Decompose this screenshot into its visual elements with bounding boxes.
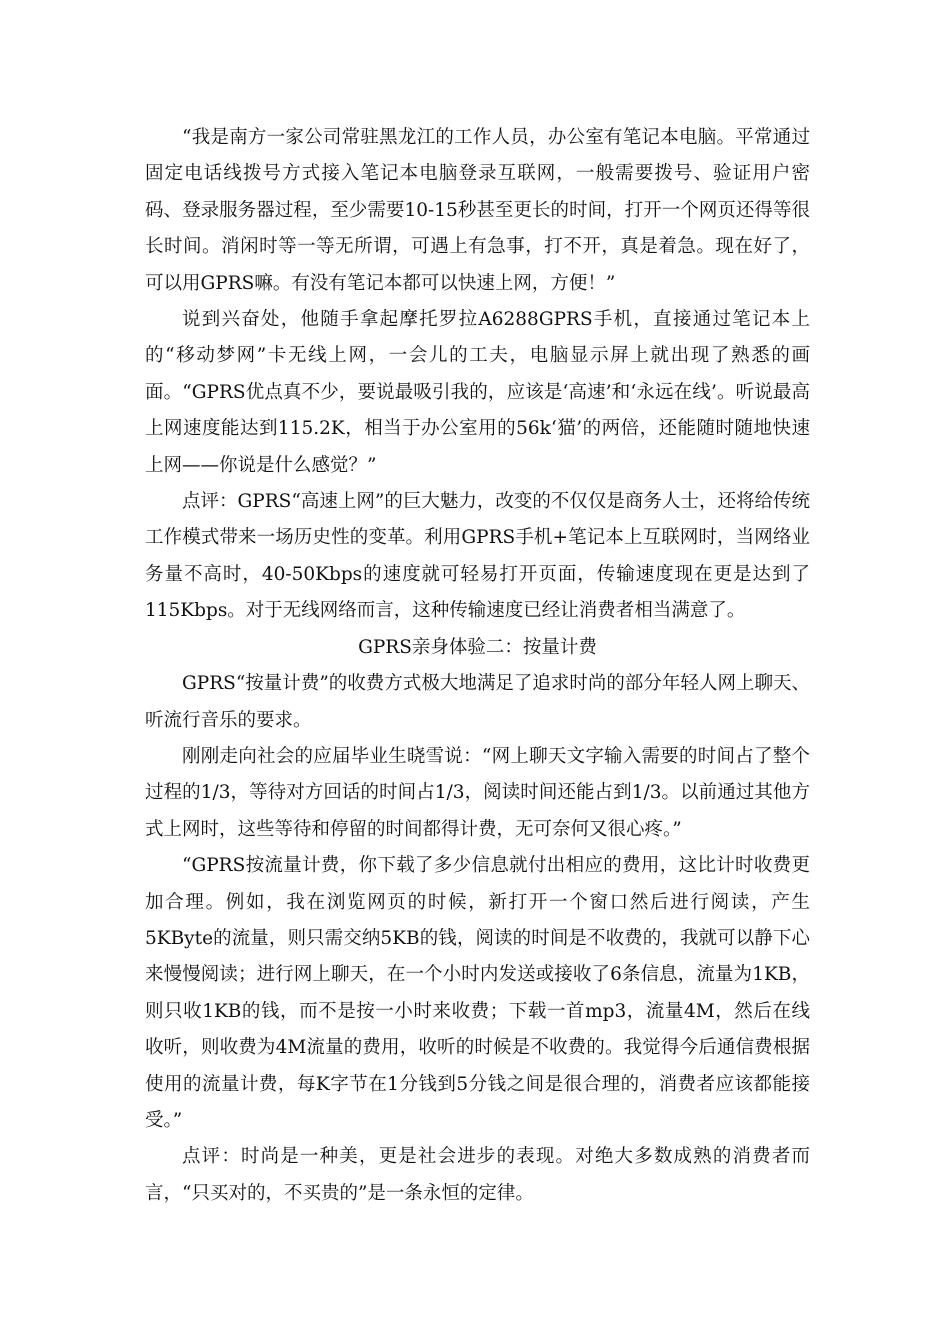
paragraph-gprs-demo: 说到兴奋处，他随手拿起摩托罗拉A6288GPRS手机，直接通过笔记本上的“移动梦网”卡无线上网，一会儿的工夫，电脑显示屏上就出现了熟悉的画面。“GPRS优点真不少，要说最吸引我的，应该是‘高速’和‘永远在线’。听说最高上网速度能达到115.2K，相当于办公室用的56k‘猫’的两倍，还能随时随地快速上网——你说是什么感觉？” (145, 309, 810, 476)
paragraph-comment-fashion: 点评：时尚是一种美，更是社会进步的表现。对绝大多数成熟的消费者而言，“只买对的，不买贵的”是一条永恒的定律。 (145, 1146, 810, 1204)
paragraph-quote-office-worker: “我是南方一家公司常驻黑龙江的工作人员，办公室有笔记本电脑。平常通过固定电话线拨号方式接入笔记本电脑登录互联网，一般需要拨号、验证用户密码、登录服务器过程，至少需要10-15秒甚至更长的时间，打开一个网页还得等很长时间。消闲时等一等无所谓，可遇上有急事，打不开，真是着急。现在好了，可以用GPRS嘛。有没有笔记本都可以快速上网，方便！” (145, 127, 810, 294)
paragraph-volume-billing: GPRS“按量计费”的收费方式极大地满足了追求时尚的部分年轻人网上聊天、听流行音乐的要求。 (145, 673, 810, 731)
paragraph-comment-high-speed: 点评：GPRS“高速上网”的巨大魅力，改变的不仅仅是商务人士，还将给传统工作模式带来一场历史性的变革。利用GPRS手机+笔记本上互联网时，当网络业务量不高时，40-50Kbps的速度就可轻易打开页面，传输速度现在更是达到了115Kbps。对于无线网络而言，这种传输速度已经让消费者相当满意了。 (145, 491, 810, 622)
paragraph-traffic-billing: “GPRS按流量计费，你下载了多少信息就付出相应的费用，这比计时收费更加合理。例如，我在浏览网页的时候，新打开一个窗口然后进行阅读，产生5KByte的流量，则只需交纳5KB的钱，阅读的时间是不收费的，我就可以静下心来慢慢阅读；进行网上聊天，在一个小时内发送或接收了6条信息，流量为1KB，则只收1KB的钱，而不是按一小时来收费；下载一首mp3，流量4M，然后在线收听，则收费为4M流量的费用，收听的时候是不收费的。我觉得今后通信费根据使用的流量计费，每K字节在1分钱到5分钱之间是很合理的，消费者应该都能接受。” (145, 855, 810, 1131)
section-heading: GPRS亲身体验二：按量计费 (358, 636, 597, 658)
document-body (145, 120, 810, 1212)
paragraph-graduate-quote: 刚刚走向社会的应届毕业生晓雪说：“网上聊天文字输入需要的时间占了整个过程的1/3，等待对方回话的时间占1/3，阅读时间还能占到1/3。以前通过其他方式上网时，这些等待和停留的时间都得计费，无可奈何又很心疼。” (145, 745, 810, 840)
